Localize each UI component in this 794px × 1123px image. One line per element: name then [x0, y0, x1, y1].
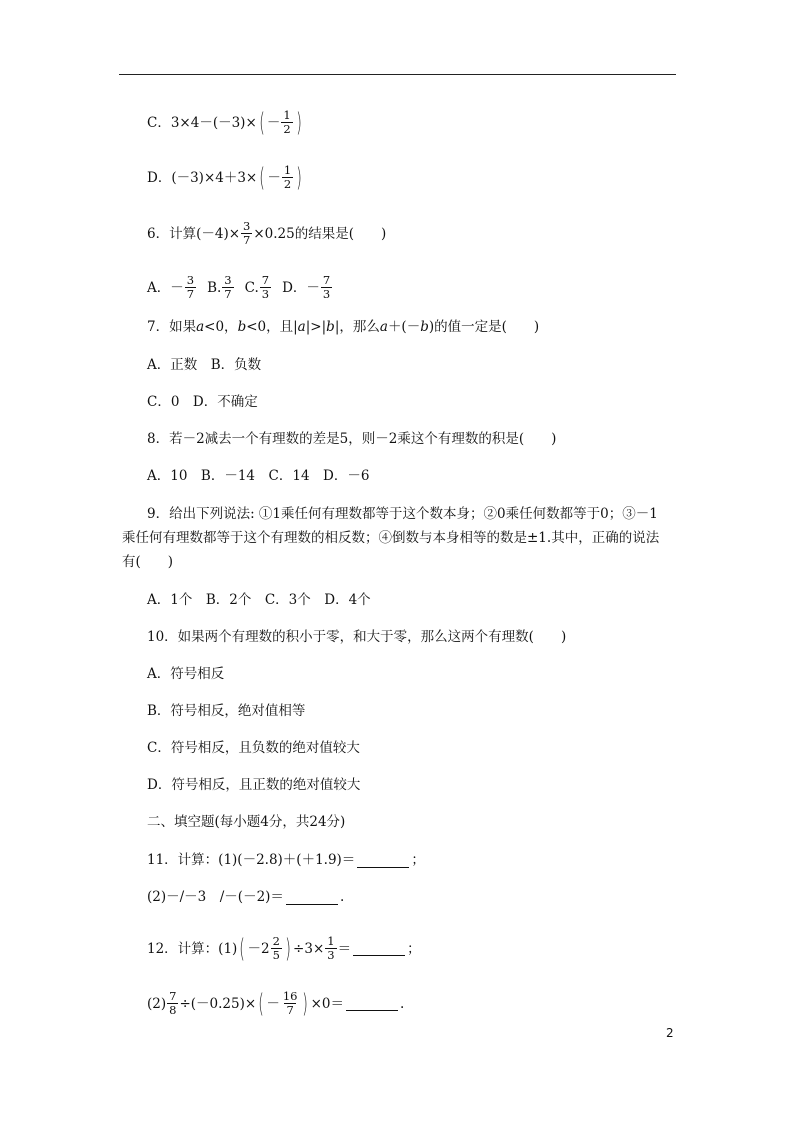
fraction [167, 990, 178, 1017]
var-b: b [326, 319, 335, 335]
q6-option-a-label: A．－ [147, 279, 184, 296]
numerator: 1 [327, 934, 335, 948]
q7-text: ＋(－ [387, 319, 421, 335]
q12-p2-text: ×0＝ [310, 995, 345, 1012]
numerator: 7 [169, 989, 177, 1003]
numerator: 1 [283, 108, 291, 122]
denominator: 7 [224, 287, 232, 301]
numerator: 16 [282, 989, 298, 1003]
denominator: 3 [327, 948, 335, 962]
denominator: 2 [283, 122, 291, 136]
q9-line-3: 有( ) [122, 554, 174, 570]
q5-c-label: C．3×4－(－3)× [147, 114, 257, 131]
q7-stem [147, 318, 539, 336]
q6-stem [147, 220, 386, 247]
denominator: 3 [322, 287, 331, 301]
q10-option-a: A．符号相反 [147, 666, 225, 682]
q6-option-b-label: B. [207, 279, 222, 296]
q12-p2-text: (2) [147, 995, 167, 1012]
fraction [260, 274, 271, 301]
left-paren: ( [258, 988, 265, 1019]
q8-stem: 8．若－2减去一个有理数的差是5，则－2乘这个有理数的积是( ) [147, 431, 557, 447]
denominator: 7 [186, 287, 195, 301]
fraction [241, 220, 252, 247]
denominator: 7 [286, 1003, 294, 1017]
q7-text: <0， [204, 319, 238, 335]
numerator: 7 [261, 273, 270, 287]
fraction [282, 164, 293, 191]
q7-text: |，那么 [334, 319, 380, 335]
fraction [325, 935, 336, 962]
var-a: a [196, 319, 205, 335]
denominator: 3 [261, 287, 270, 301]
q10-option-b: B．符号相反，绝对值相等 [147, 703, 306, 719]
punctuation: ； [411, 852, 425, 868]
fraction [281, 109, 292, 136]
q11-part-2 [147, 888, 344, 906]
q7-options-ab: A．正数 B．负数 [147, 357, 262, 373]
var-a: a [379, 319, 388, 335]
numerator: 3 [224, 273, 232, 287]
q5-option-d [147, 164, 304, 191]
fraction [185, 274, 196, 301]
answer-blank[interactable] [357, 853, 409, 868]
right-paren: ) [302, 988, 309, 1019]
fraction [281, 990, 300, 1017]
q11-part-1 [147, 851, 425, 869]
numerator: 1 [283, 163, 292, 177]
numerator: 2 [272, 934, 280, 948]
denominator: 8 [169, 1003, 177, 1017]
q8-options: A．10 B．－14 C．14 D．－6 [147, 468, 370, 484]
q12-p2-text: ÷(－0.25)× [179, 995, 257, 1012]
q11-p2-text: (2)－/－3 /－(－2)＝ [147, 889, 284, 905]
fraction [271, 935, 282, 962]
q6-stem-end: ×0.25的结果是( ) [253, 225, 387, 242]
q7-options-cd: C．0 D．不确定 [147, 394, 258, 410]
q9-options: A．1个 B．2个 C．3个 D．4个 [147, 592, 371, 608]
left-paren: ( [239, 933, 246, 964]
q9-line-2: 乘任何有理数都等于这个有理数的相反数；④倒数与本身相等的数是±1.其中，正确的说法 [122, 530, 660, 546]
denominator: 2 [283, 177, 292, 191]
q7-text: 7．如果 [147, 319, 197, 335]
q5-option-c [147, 109, 304, 136]
q12-p1-text: ÷3× [293, 940, 325, 957]
fraction [222, 274, 233, 301]
section-2-heading: 二、填空题(每小题4分，共24分) [147, 814, 346, 830]
q7-text: <0，且| [246, 319, 298, 335]
punctuation: ； [407, 940, 421, 957]
q6-option-c-label: C. [244, 279, 259, 296]
q10-option-d: D．符号相反，且正数的绝对值较大 [147, 777, 361, 793]
var-b: b [237, 319, 247, 335]
q6-options [147, 274, 333, 301]
minus-sign: － [267, 169, 281, 186]
right-paren: ) [285, 933, 291, 964]
left-paren: ( [259, 107, 265, 138]
numerator: 3 [186, 273, 195, 287]
denominator: 5 [272, 948, 280, 962]
numerator: 7 [322, 273, 331, 287]
q12-part-1 [147, 935, 421, 962]
right-paren: ) [296, 107, 302, 138]
q6-stem-start: 6．计算(－4)× [147, 225, 241, 242]
q6-option-d-label: D．－ [282, 279, 320, 296]
right-paren: ) [296, 162, 303, 193]
q9-line-1: 9．给出下列说法: ①1乘任何有理数都等于这个数本身；②0乘任何数都等于0；③－1 [147, 506, 658, 522]
fraction [321, 274, 332, 301]
header-rule [119, 74, 676, 75]
answer-blank[interactable] [346, 996, 398, 1011]
q7-text: |>| [305, 319, 327, 335]
q12-part-2 [147, 990, 404, 1017]
answer-blank[interactable] [353, 941, 405, 956]
left-paren: ( [259, 162, 266, 193]
var-b: b [420, 319, 429, 335]
minus-sign: － [266, 114, 281, 131]
equals-sign: ＝ [337, 940, 352, 957]
q10-option-c: C．符号相反，且负数的绝对值较大 [147, 740, 360, 756]
minus-sign: － [266, 995, 280, 1012]
q7-text: )的值一定是( ) [428, 319, 540, 335]
q10-stem: 10．如果两个有理数的积小于零，和大于零，那么这两个有理数( ) [147, 629, 567, 645]
q12-p1-text: 12．计算：(1) [147, 940, 238, 957]
q5-d-label: D．(－3)×4＋3× [147, 169, 258, 186]
var-a: a [297, 319, 306, 335]
punctuation: . [339, 889, 345, 905]
q11-p1-text: 11．计算：(1)(－2.8)＋(＋1.9)＝ [147, 852, 356, 868]
punctuation: . [400, 995, 405, 1012]
whole-part: －2 [247, 940, 270, 957]
answer-blank[interactable] [286, 890, 338, 905]
numerator: 3 [243, 219, 251, 233]
page-number: 2 [666, 1026, 674, 1040]
denominator: 7 [243, 233, 251, 247]
